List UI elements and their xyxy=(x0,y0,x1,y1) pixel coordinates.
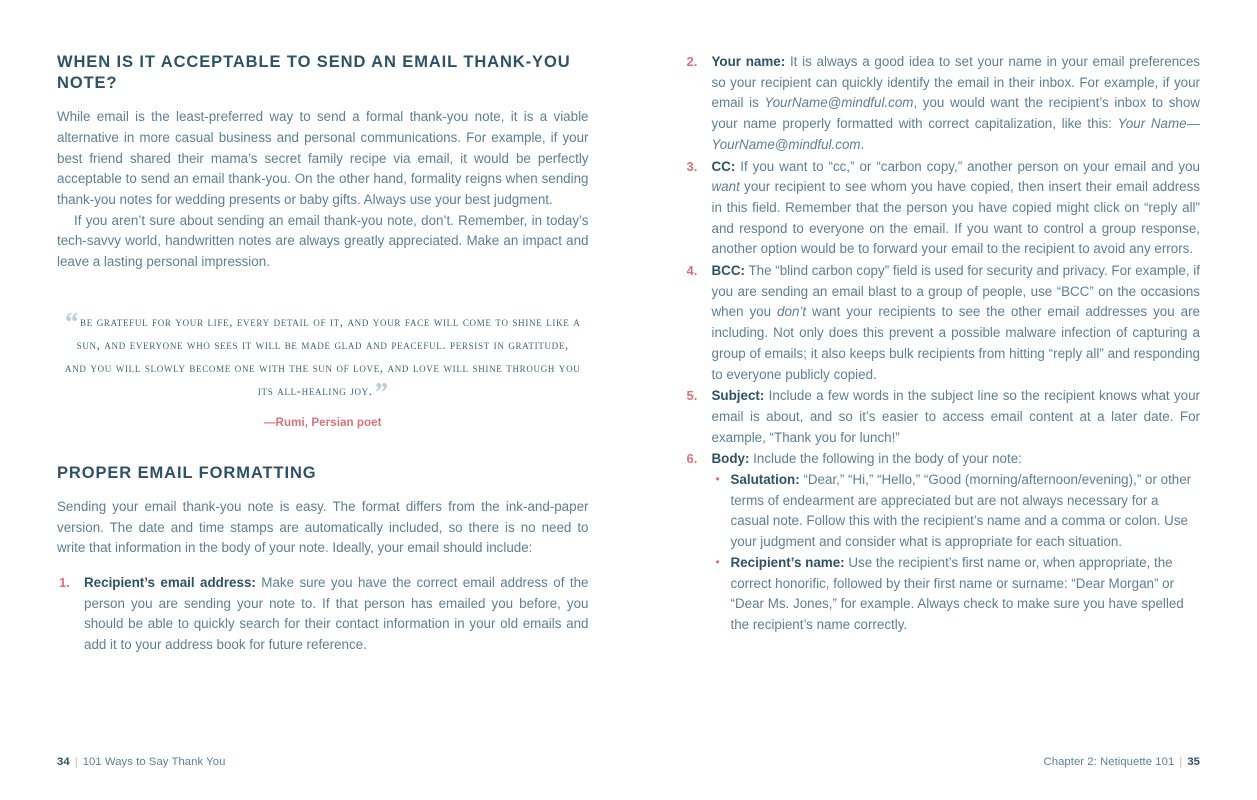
footer-left xyxy=(57,756,225,768)
footer-book-title: 101 Ways to Say Thank You xyxy=(82,756,226,768)
left-numbered-list xyxy=(57,573,589,656)
list-item-number: 3. xyxy=(686,158,698,174)
list-item-text-b: , you would want the recipient’s inbox to show your name properly formatted with correct capitalization, like this: xyxy=(711,95,1200,132)
list-item-emphasis: want xyxy=(711,179,740,195)
list-item xyxy=(685,52,1201,156)
pull-quote xyxy=(65,306,581,429)
sub-item-label: Salutation: xyxy=(730,472,800,488)
bullet-icon: • xyxy=(715,472,720,487)
right-page xyxy=(629,0,1257,800)
list-item-text: Include a few words in the subject line so the recipient knows what your email is about, and so it’s easier to access email content at a later date. For example, “Thank you for lunch!” xyxy=(711,388,1200,445)
page-title-left: WHEN IS IT ACCEPTABLE TO SEND AN EMAIL THANK-YOU NOTE? xyxy=(57,53,571,93)
list-item-number: 4. xyxy=(686,263,698,279)
footer-divider: | xyxy=(1179,756,1183,768)
left-paragraph-2: If you aren’t sure about sending an email thank-you note, don’t. Remember, in today’s tech-savvy world, handwritten notes are always greatly appreciated. Make an impact and leave a lasting personal impression. xyxy=(57,212,589,270)
right-numbered-list xyxy=(685,52,1201,636)
list-item-number: 6. xyxy=(686,451,698,467)
list-item-label: BCC: xyxy=(711,263,745,279)
list-item-label: Recipient’s email address: xyxy=(84,575,256,591)
list-item-number: 5. xyxy=(686,388,698,404)
sub-item-label: Recipient’s name: xyxy=(730,554,845,570)
list-item-text: Include the following in the body of your note: xyxy=(749,451,1022,467)
list-item-number: 2. xyxy=(686,54,698,69)
list-item-label: Your name: xyxy=(711,54,786,69)
list-item-text: It is always a good idea to set your name in your email preferences so your recipient can quickly identify the email in their inbox. For example, if your email is xyxy=(711,54,1200,111)
close-quote-icon: ” xyxy=(374,376,388,407)
list-item-text: If you want to “cc,” or “carbon copy,” another person on your email and you xyxy=(735,158,1200,174)
list-item xyxy=(57,573,589,656)
list-item xyxy=(685,261,1201,385)
list-item xyxy=(712,470,1201,553)
page-subtitle-left: PROPER EMAIL FORMATTING xyxy=(57,463,317,482)
left-paragraph-1: While email is the least-preferred way to send a formal thank-you note, it is a viable alternative in more casual business and personal communications. For example, if your best friend shared their mama’s secret family recipe via email, it would be perfectly acceptable to send an email thank-you. On the other hand, formality reigns when sending thank-you notes for wedding presents or baby gifts. Always use your best judgment. xyxy=(57,109,589,208)
bullet-icon: • xyxy=(715,554,720,569)
list-item-text-c: . xyxy=(860,136,865,152)
footer-page-number: 35 xyxy=(1187,756,1200,768)
list-item-label: CC: xyxy=(711,158,736,174)
list-item-label: Body: xyxy=(711,451,750,467)
list-item-text: Make sure you have the correct email address of the person you are sending your note to. If that person has emailed you before, you should be able to quickly search for their contact information in your old emails and add it to your address book for future reference. xyxy=(84,575,589,653)
footer-page-number: 34 xyxy=(57,756,70,768)
list-item-emphasis: don’t xyxy=(777,304,807,320)
footer-right xyxy=(1044,756,1200,768)
list-item xyxy=(685,386,1201,448)
sub-item-text: Use the recipient’s first name or, when appropriate, the correct honorific, followed by their first name or surname: “Dear Morgan” or “Dear Ms. Jones,” for example. Always check to make sure you have spelled the recipient’s name correctly. xyxy=(730,554,1184,632)
list-item-number: 1. xyxy=(59,575,70,591)
open-quote-icon: “ xyxy=(65,306,79,337)
quote-body: be grateful for your life, every detail of it, and your face will come to shine like a sun, and everyone who sees it will be made glad and peaceful. persist in gratitude, and you will slowly become one with the sun of love, and love will shine through you its all-healing joy. xyxy=(65,314,581,398)
left-paragraph-3: Sending your email thank-you note is easy. The format differs from the ink-and-paper version. The date and time stamps are automatically included, so there is no need to write that information in the body of your note. Ideally, your email should include: xyxy=(57,498,589,556)
list-item xyxy=(685,449,1201,635)
list-item-email-2: Your Name—YourName@mindful.com xyxy=(711,116,1200,152)
list-item-text: The “blind carbon copy” field is used for security and privacy. For example, if you are sending an email blast to a group of people, use “BCC” on the occasions when you xyxy=(711,263,1200,320)
footer-chapter-title: Chapter 2: Netiquette 101 xyxy=(1043,756,1175,768)
list-item xyxy=(712,553,1201,636)
sub-item-text: “Dear,” “Hi,” “Hello,” “Good (morning/afternoon/evening),” or other terms of endearment are appreciated but are not always necessary for a casual note. Follow this with the recipient’s name and a comma or colon. Use your judgment and consider what is appropriate for each situation. xyxy=(730,472,1192,550)
quote-attribution: —Rumi, Persian poet xyxy=(263,415,382,429)
body-sub-list xyxy=(712,470,1201,636)
list-item-email-1: YourName@mindful.com xyxy=(764,95,914,111)
list-item xyxy=(685,157,1201,261)
quote-text-line xyxy=(65,306,581,407)
list-item-label: Subject: xyxy=(711,388,765,404)
list-item-text-b: your recipient to see whom you have copied, then insert their email address in this field. Remember that the person you have copied might click on “reply all” and respond to everyone on the email. If you want to control a group response, another option would be to forward your email to the recipient to avoid any errors. xyxy=(711,179,1200,257)
list-item-text-b: want your recipients to see the other email addresses you are including. Not only does this prevent a possible malware infection of capturing a group of emails; it also keeps bulk recipients from hitting “reply all” and responding to everyone publicly copied. xyxy=(711,304,1201,382)
footer-divider: | xyxy=(74,756,78,768)
